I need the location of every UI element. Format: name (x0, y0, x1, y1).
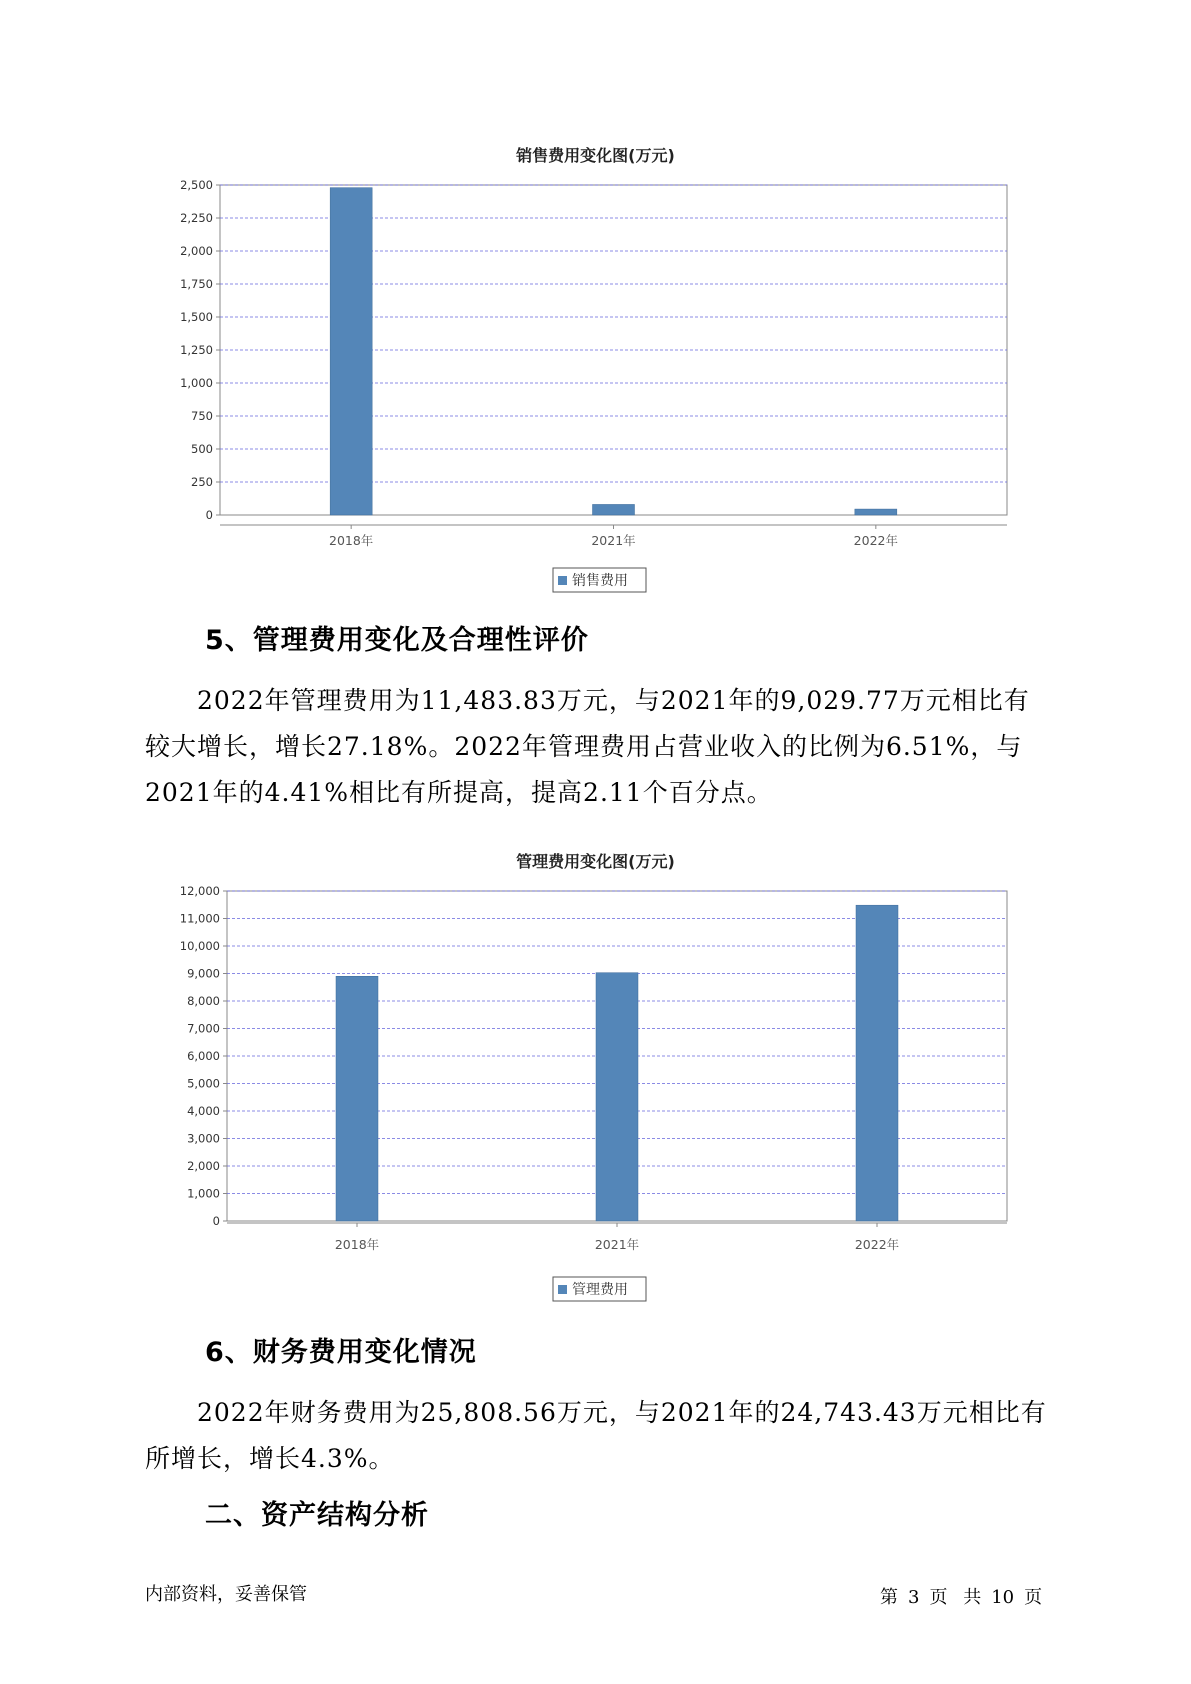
chart-legend (553, 1277, 646, 1301)
y-tick-label: 5,000 (187, 1076, 220, 1091)
y-tick-label: 1,500 (180, 310, 213, 324)
admin-expense-paragraph: 2022年管理费用为11,483.83万元，与2021年的9,029.77万元相比有较大增长，增长27.18%。2022年管理费用占营业收入的比例为6.51%，与2021年的4.41%相比有所提高，提高2.11个百分点。 (145, 686, 1030, 807)
x-tick-label: 2018年 (334, 1237, 380, 1252)
y-tick-label: 2,000 (187, 1159, 220, 1173)
y-tick-label: 12,000 (179, 884, 220, 898)
section-heading-asset-structure: 二、资产结构分析 (205, 1500, 429, 1531)
y-tick-label: 1,000 (180, 376, 213, 390)
page-prefix: 第 (880, 1587, 898, 1608)
y-tick-label: 8,000 (187, 994, 220, 1008)
y-tick-label: 1,000 (187, 1186, 220, 1201)
x-tick-label: 2021年 (591, 533, 636, 548)
x-tick-label: 2022年 (854, 1237, 900, 1252)
finance-expense-paragraph: 2022年财务费用为25,808.56万元，与2021年的24,743.43万元相比有所增长，增长4.3%。 (145, 1398, 1047, 1473)
x-tick-label: 2022年 (853, 533, 898, 548)
y-tick-label: 9,000 (187, 966, 220, 981)
total-number: 10 (991, 1587, 1015, 1608)
bar (856, 905, 898, 1221)
section-heading-finance-expense: 6、财务费用变化情况 (205, 1337, 477, 1368)
y-tick-label: 10,000 (179, 939, 220, 953)
y-tick-label: 1,750 (180, 277, 213, 291)
y-tick-label: 3,000 (187, 1131, 220, 1146)
total-prefix: 共 (963, 1587, 982, 1608)
y-tick-label: 4,000 (187, 1104, 220, 1118)
section-heading-admin-expense: 5、管理费用变化及合理性评价 (205, 625, 589, 656)
y-tick-label: 2,250 (180, 211, 213, 225)
y-tick-label: 6,000 (187, 1049, 220, 1063)
legend-swatch (558, 1285, 567, 1294)
bar (336, 976, 378, 1221)
legend-label: 管理费用 (572, 1282, 628, 1298)
bar (596, 973, 638, 1221)
y-tick-label: 2,000 (180, 244, 213, 258)
chart-title-sales: 销售费用变化图(万元) (516, 146, 675, 165)
y-tick-label: 0 (212, 1214, 220, 1228)
chart-title-admin: 管理费用变化图(万元) (516, 852, 675, 871)
x-tick-label: 2021年 (594, 1237, 640, 1252)
y-tick-label: 750 (191, 409, 213, 423)
page-number: 3 (908, 1587, 920, 1608)
y-tick-label: 0 (205, 508, 213, 522)
y-tick-label: 500 (191, 442, 213, 456)
y-tick-label: 11,000 (179, 911, 220, 926)
y-tick-label: 250 (191, 475, 213, 489)
y-tick-label: 1,250 (180, 343, 213, 357)
footer-confidential-note: 内部资料，妥善保管 (145, 1584, 307, 1605)
y-tick-label: 2,500 (180, 178, 213, 192)
page-suffix: 页 (929, 1587, 948, 1608)
legend-label: 销售费用 (572, 573, 628, 589)
x-tick-label: 2018年 (329, 533, 374, 548)
footer-page-info (880, 1583, 1052, 1609)
total-suffix: 页 (1024, 1587, 1043, 1608)
y-tick-label: 7,000 (187, 1021, 220, 1036)
